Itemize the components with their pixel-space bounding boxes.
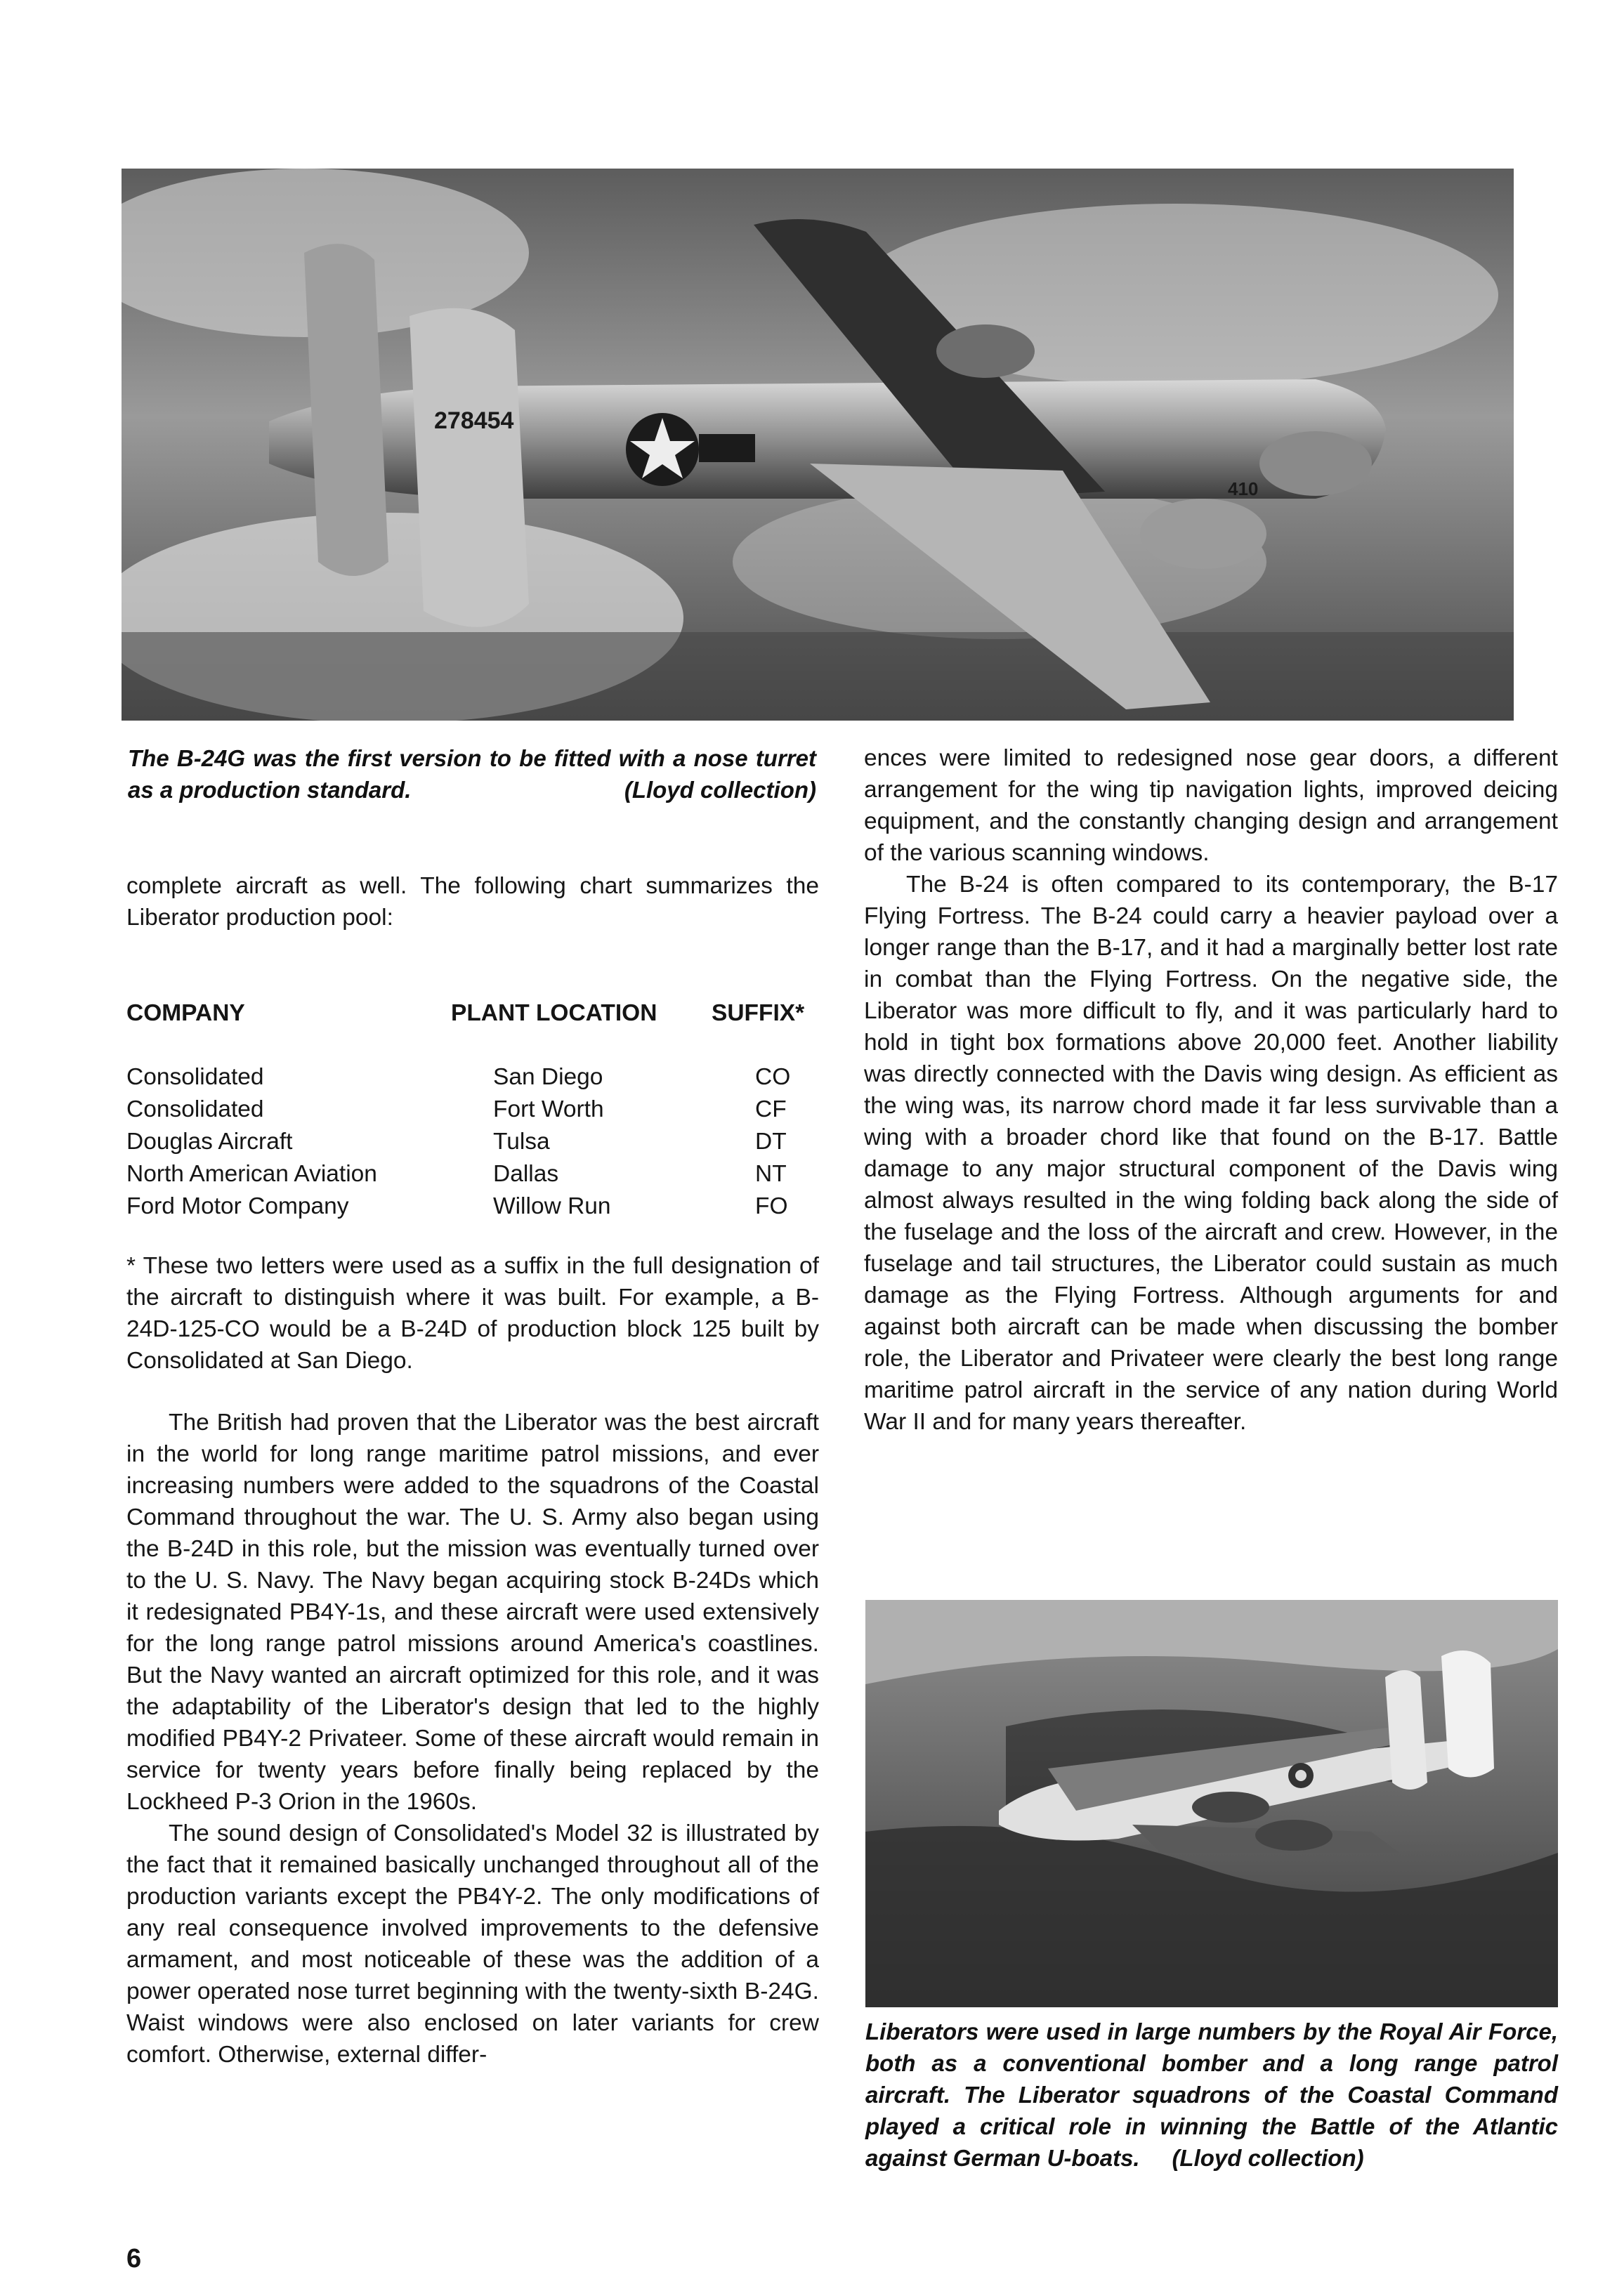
cell-company: Consolidated xyxy=(126,1096,264,1122)
raf-liberator-illustration xyxy=(865,1600,1558,2007)
right-body xyxy=(864,742,1558,1438)
photo-top-credit: (Lloyd collection) xyxy=(624,777,816,803)
cell-suffix: FO xyxy=(755,1193,788,1219)
body-paragraph: The sound design of Consolidated's Model 32 is illustrated by the fact that it remained basically unchanged throughout all of the production variants except the PB4Y-2. The only modifications of any real consequence involved improvements to the defensive armament, and most noticeable of these was the addition of a power operated nose turret beginning with the twenty-sixth B-24G. Waist windows were also enclosed on later variants for crew comfort. Otherwise, external differ- xyxy=(126,1820,819,2068)
production-table xyxy=(126,997,819,1229)
table-row xyxy=(126,1126,819,1158)
photo-bottom-caption-text: Liberators were used in large numbers by the Royal Air Force, both as a conventional bomber and a long range patrol aircraft. The Liberator squadrons of the Coastal Command played a critical role in winning the Battle of the Atlantic against German U-boats. xyxy=(865,2019,1558,2171)
col-header-company: COMPANY xyxy=(126,1000,245,1026)
body-paragraph: The B-24 is often compared to its contemporary, the B-17 Flying Fortress. The B-24 could carry a heavier payload over a longer range than the B-17, and it had a marginally better lost rate in combat than the Flying Fortress. On the negative side, the Liberator was more difficult to fly, and it was particularly hard to hold in tight box formations above 20,000 feet. Another liability was directly connected with the Davis wing design. As efficient as the wing was, its narrow chord made it far less survivable than a wing with a broader chord like that found on the B-17. Battle damage to any major structural component of the Davis wing almost always resulted in the wing folding back along the side of the fuselage and the loss of the aircraft and crew. However, in the fuselage and tail structures, the Liberator could sustain as much damage as the Flying Fortress. Although arguments for and against both aircraft can be made when discussing the bomber role, the Liberator and Privateer were clearly the best long range maritime patrol aircraft in the service of any nation during World War II and for many years thereafter. xyxy=(864,872,1558,1435)
svg-text:410: 410 xyxy=(1228,478,1259,499)
cell-suffix: DT xyxy=(755,1129,787,1155)
table-footnote xyxy=(126,1250,819,1377)
body-paragraph: The British had proven that the Liberator was the best aircraft in the world for long range maritime patrol missions, and ever increasing numbers were added to the squadrons of the Coastal Command throughout the war. The U. S. Army also began using the B-24D in this role, but the mission was eventually turned over to the U. S. Navy. The Navy began acquiring stock B-24Ds which it redesignated PB4Y-1s, and these aircraft were used extensively for the long range patrol missions around America's coastlines. But the Navy wanted an aircraft optimized for this role, and it was the adaptability of the Liberator's design that led to the highly modified PB4Y-2 Privateer. Some of these aircraft would remain in service for twenty years before finally being replaced by the Lockheed P-3 Orion in the 1960s. xyxy=(126,1410,819,1815)
table-row xyxy=(126,1094,819,1126)
body-paragraph: ences were limited to redesigned nose gear doors, a different arrangement for the wing tip navigation lights, improved deicing equipment, and the constantly changing design and arrangement of the various scanning windows. xyxy=(864,745,1558,866)
photo-raf-liberator xyxy=(865,1600,1558,2007)
cell-plant: Willow Run xyxy=(493,1193,611,1219)
cell-company: Consolidated xyxy=(126,1064,264,1090)
cell-company: North American Aviation xyxy=(126,1161,377,1187)
cell-company: Ford Motor Company xyxy=(126,1193,349,1219)
col-header-plant-location: PLANT LOCATION xyxy=(451,1000,657,1026)
footnote-text: * These two letters were used as a suffix in the full designation of the aircraft to distinguish where it was built. For example, a B-24D-125-CO would be a B-24D of production block 125 built by Consolidated at San Diego. xyxy=(126,1253,819,1374)
cell-company: Douglas Aircraft xyxy=(126,1129,293,1155)
intro-paragraph: complete aircraft as well. The following chart summarizes the Liberator production pool: xyxy=(126,873,819,931)
photo-b24g-in-flight xyxy=(122,169,1514,721)
cell-suffix: CO xyxy=(755,1064,791,1090)
table-row xyxy=(126,1190,819,1223)
cell-suffix: NT xyxy=(755,1161,787,1187)
svg-text:278454: 278454 xyxy=(434,407,514,434)
cell-plant: Fort Worth xyxy=(493,1096,604,1122)
b24g-illustration xyxy=(122,169,1514,721)
cell-plant: San Diego xyxy=(493,1064,603,1090)
cell-plant: Dallas xyxy=(493,1161,559,1187)
photo-top-caption xyxy=(128,742,816,806)
photo-bottom-caption xyxy=(865,2016,1558,2174)
cell-plant: Tulsa xyxy=(493,1129,550,1155)
table-row xyxy=(126,1158,819,1190)
cell-suffix: CF xyxy=(755,1096,787,1122)
col-header-suffix: SUFFIX* xyxy=(712,1000,805,1026)
left-intro xyxy=(126,870,819,933)
photo-bottom-credit: (Lloyd collection) xyxy=(1172,2145,1364,2171)
left-body xyxy=(126,1407,819,2070)
photo-top-caption-text: The B-24G was the first version to be fitted with a nose turret as a production standard. xyxy=(128,745,816,803)
page-number: 6 xyxy=(126,2244,142,2273)
table-row xyxy=(126,1061,819,1094)
